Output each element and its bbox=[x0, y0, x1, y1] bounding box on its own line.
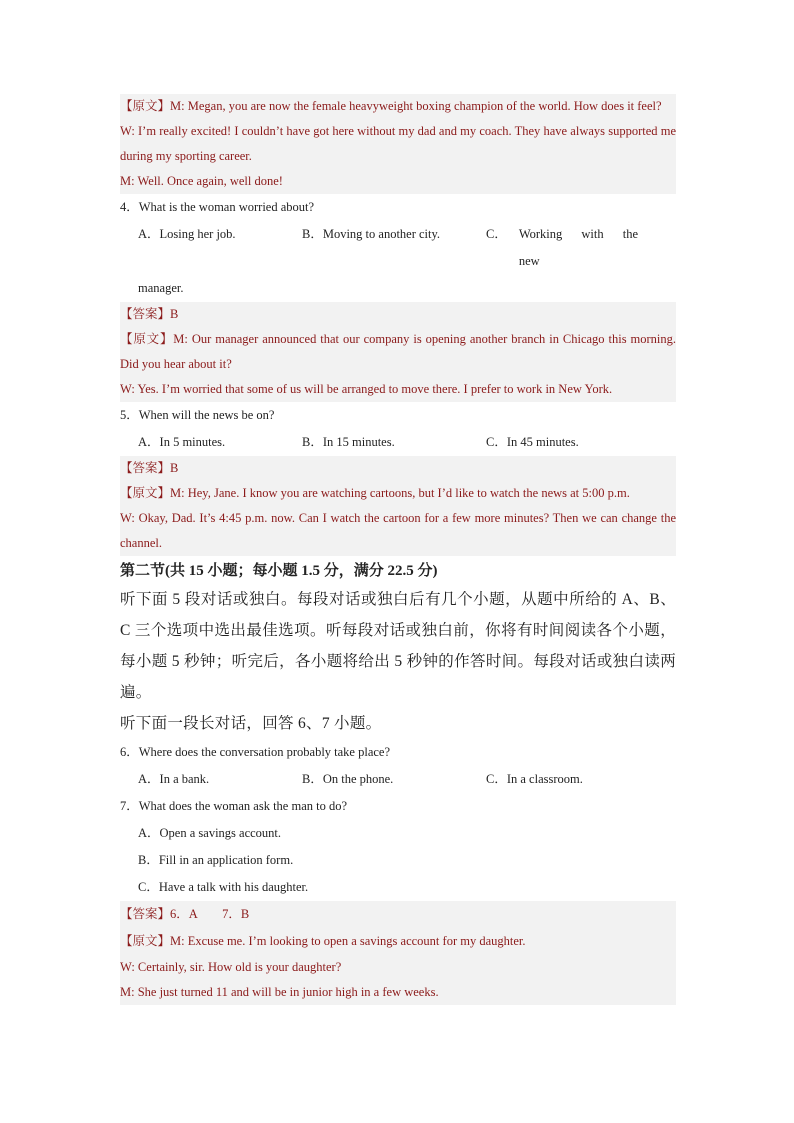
transcript-line: 【原文】M: Excuse me. I’m looking to open a savings account for my daughter. bbox=[120, 928, 676, 955]
transcript-label: 【原文】 bbox=[120, 99, 171, 113]
question-stem: 7．What does the woman ask the man to do? bbox=[120, 799, 348, 813]
option-a: A．In 5 minutes. bbox=[138, 435, 226, 449]
transcript-line: 【原文】M: Hey, Jane. I know you are watching cartoons, but I’d like to watch the news at 5:00 p.m. bbox=[120, 481, 676, 506]
option-a: A．In a bank. bbox=[138, 772, 210, 786]
options-row bbox=[120, 766, 676, 793]
section-subintro: 听下面一段长对话，回答 6、7 小题。 bbox=[120, 715, 382, 732]
option-c: C．In 45 minutes. bbox=[486, 435, 579, 449]
answer-line: 【答案】B bbox=[120, 302, 676, 327]
option-c-continued: manager. bbox=[138, 281, 184, 295]
option-b: B．Fill in an application form. bbox=[138, 853, 294, 867]
option-c: C． Working with the new bbox=[486, 227, 639, 268]
options-row bbox=[120, 221, 676, 275]
question-stem: 6．Where does the conversation probably take place? bbox=[120, 745, 391, 759]
transcript-line: 【原文】M: Our manager announced that our company is opening another branch in Chicago this morning. Did you hear about it? bbox=[120, 327, 676, 377]
transcript-label: 【原文】 bbox=[120, 486, 171, 500]
option-c: C．In a classroom. bbox=[486, 772, 583, 786]
option-b: B．In 15 minutes. bbox=[302, 435, 395, 449]
content bbox=[120, 94, 676, 1005]
transcript-line: W: Yes. I’m worried that some of us will be arranged to move there. I prefer to work in New York. bbox=[120, 377, 676, 402]
transcript-line: 【原文】M: Megan, you are now the female heavyweight boxing champion of the world. How does it feel? bbox=[120, 94, 676, 119]
option-a: A．Losing her job. bbox=[138, 227, 236, 241]
option-c: C．Have a talk with his daughter. bbox=[138, 880, 309, 894]
transcript-line: M: She just turned 11 and will be in junior high in a few weeks. bbox=[120, 980, 676, 1005]
option-b: B．Moving to another city. bbox=[302, 227, 441, 241]
question-stem: 5．When will the news be on? bbox=[120, 408, 275, 422]
answer-line: 【答案】B bbox=[120, 456, 676, 481]
transcript-line: W: I’m really excited! I couldn’t have got here without my dad and my coach. They have always supported me during my sporting career. bbox=[120, 119, 676, 169]
question-stem: 4．What is the woman worried about? bbox=[120, 200, 315, 214]
section-intro: 听下面 5 段对话或独白。每段对话或独白后有几个小题，从题中所给的 A、B、C 三个选项中选出最佳选项。听每段对话或独白前，你将有时间阅读各个小题，每小题 5 秒钟；听完后，各小题将给出 5 秒钟的作答时间。每段对话或独白读两遍。 bbox=[120, 591, 676, 701]
section-title: 第二节(共 15 小题；每小题 1.5 分，满分 22.5 分) bbox=[120, 563, 438, 579]
option-a: A．Open a savings account. bbox=[138, 826, 282, 840]
transcript-line: W: Certainly, sir. How old is your daughter? bbox=[120, 955, 676, 980]
options-row bbox=[120, 429, 676, 456]
transcript-label: 【原文】 bbox=[120, 934, 171, 948]
answer-line: 【答案】6．A 7．B bbox=[120, 901, 676, 928]
options-list bbox=[120, 820, 676, 901]
option-b: B．On the phone. bbox=[302, 772, 394, 786]
transcript-line: M: Well. Once again, well done! bbox=[120, 169, 676, 194]
transcript-label: 【原文】 bbox=[120, 332, 174, 346]
transcript-line: W: Okay, Dad. It’s 4:45 p.m. now. Can I watch the cartoon for a few more minutes? Then we can change the channel. bbox=[120, 506, 676, 556]
